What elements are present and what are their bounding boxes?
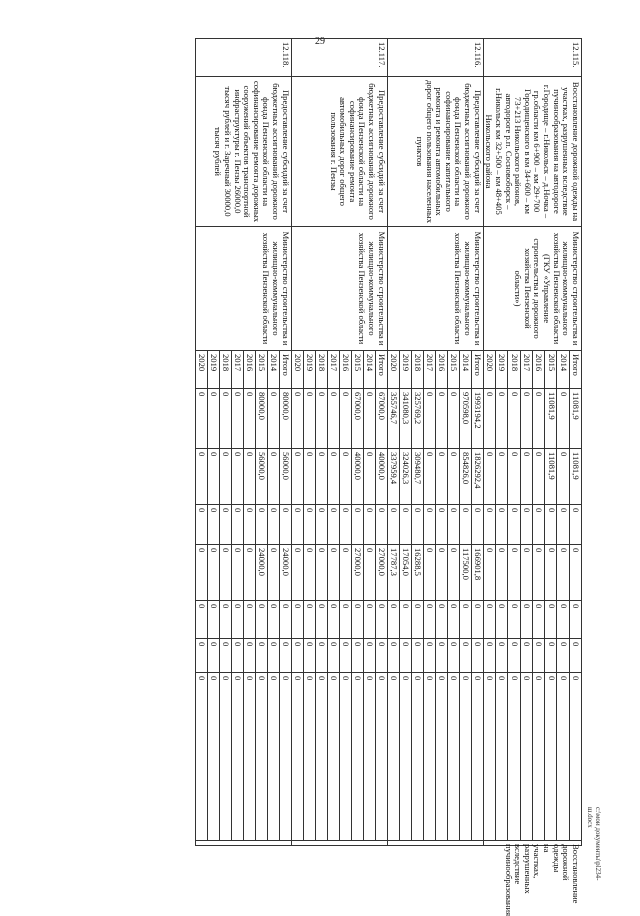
funding-value-cell: 0 [207, 505, 219, 545]
funding-value-cell: 0 [520, 639, 532, 673]
funding-value-cell: 0 [219, 601, 231, 639]
funding-value-cell: 0 [411, 601, 423, 639]
funding-value-cell: 309480,7 [411, 449, 423, 505]
funding-value-cell: 0 [315, 449, 327, 505]
funding-value-cell: 0 [545, 545, 557, 601]
funding-value-cell: 0 [459, 601, 471, 639]
funding-value-cell: 0 [447, 601, 459, 639]
funding-value-cell: 0 [569, 673, 581, 841]
year-cell: 2015 [255, 351, 267, 389]
funding-value-cell: 0 [508, 389, 520, 449]
funding-value-cell: 0 [471, 601, 483, 639]
year-cell: 2016 [243, 351, 255, 389]
funding-value-cell: 0 [255, 601, 267, 639]
year-cell: 2020 [483, 351, 495, 389]
year-cell: 2015 [545, 351, 557, 389]
funding-value-cell: 0 [399, 601, 411, 639]
funding-value-cell: 0 [255, 505, 267, 545]
page-number: 29 [315, 36, 325, 47]
funding-value-cell: 0 [423, 545, 435, 601]
funding-value-cell: 0 [411, 505, 423, 545]
funding-value-cell: 970598,0 [459, 389, 471, 449]
funding-value-cell: 11081,9 [569, 389, 581, 449]
year-cell: 2014 [363, 351, 375, 389]
funding-value-cell: 0 [447, 545, 459, 601]
funding-value-cell: 0 [435, 505, 447, 545]
funding-value-cell: 0 [363, 639, 375, 673]
funding-value-cell: 0 [569, 545, 581, 601]
funding-value-cell: 24000,0 [279, 545, 291, 601]
funding-value-cell: 0 [483, 601, 495, 639]
year-cell: 2014 [267, 351, 279, 389]
funding-value-cell: 0 [207, 639, 219, 673]
funding-value-cell: 0 [315, 601, 327, 639]
funding-value-cell: 0 [339, 389, 351, 449]
year-cell: 2019 [399, 351, 411, 389]
funding-value-cell: 0 [532, 449, 544, 505]
funding-value-cell: 11081,9 [545, 449, 557, 505]
funding-value-cell: 0 [483, 389, 495, 449]
funding-value-cell: 0 [363, 505, 375, 545]
funding-value-cell: 0 [569, 601, 581, 639]
funding-value-cell: 0 [423, 449, 435, 505]
funding-value-cell: 56000,0 [279, 449, 291, 505]
funding-value-cell: 0 [545, 505, 557, 545]
funding-value-cell: 0 [459, 639, 471, 673]
program-activities-table [195, 38, 582, 916]
funding-value-cell: 0 [291, 449, 303, 505]
year-cell: 2015 [351, 351, 363, 389]
funding-value-cell: 0 [387, 673, 399, 841]
expected-result [387, 841, 483, 846]
funding-value-cell: 0 [508, 601, 520, 639]
funding-value-cell: 0 [231, 449, 243, 505]
funding-value-cell: 56000,0 [255, 449, 267, 505]
year-cell: 2019 [496, 351, 508, 389]
funding-value-cell: 27000,0 [375, 545, 387, 601]
funding-value-cell: 0 [483, 673, 495, 841]
year-cell: 2018 [315, 351, 327, 389]
year-cell: 2014 [459, 351, 471, 389]
year-cell: 2015 [447, 351, 459, 389]
year-cell: 2018 [411, 351, 423, 389]
funding-value-cell: 0 [303, 449, 315, 505]
funding-value-cell: 0 [207, 389, 219, 449]
funding-value-cell: 0 [219, 449, 231, 505]
funding-value-cell: 0 [557, 545, 569, 601]
funding-value-cell: 0 [207, 673, 219, 841]
funding-value-cell: 0 [327, 389, 339, 449]
funding-value-cell: 0 [339, 601, 351, 639]
funding-value-cell: 0 [327, 601, 339, 639]
funding-value-cell: 0 [231, 545, 243, 601]
funding-value-cell: 0 [496, 449, 508, 505]
funding-value-cell: 0 [532, 673, 544, 841]
funding-value-cell: 325769,2 [411, 389, 423, 449]
funding-value-cell: 0 [195, 545, 207, 601]
funding-value-cell: 0 [435, 449, 447, 505]
funding-value-cell: 0 [387, 505, 399, 545]
funding-value-cell: 0 [195, 449, 207, 505]
year-cell: 2020 [291, 351, 303, 389]
funding-value-cell: 0 [207, 449, 219, 505]
funding-value-cell: 0 [255, 673, 267, 841]
funding-value-cell: 355746,7 [387, 389, 399, 449]
funding-value-cell: 0 [267, 449, 279, 505]
year-cell: 2018 [508, 351, 520, 389]
expected-result: Восстановление дорожной одежды на участках, разрушенных вследствие пучинообразования [483, 841, 581, 846]
funding-value-cell: 0 [327, 545, 339, 601]
funding-value-cell: 1826292,4 [471, 449, 483, 505]
funding-value-cell: 0 [483, 505, 495, 545]
activity-number: 12.116. [387, 39, 483, 77]
funding-value-cell: 0 [557, 505, 569, 545]
funding-value-cell: 80000,0 [279, 389, 291, 449]
table-row [375, 39, 387, 846]
funding-value-cell: 0 [375, 639, 387, 673]
year-cell: 2016 [339, 351, 351, 389]
funding-value-cell: 0 [243, 601, 255, 639]
funding-value-cell: 0 [195, 639, 207, 673]
funding-value-cell: 67000,0 [351, 389, 363, 449]
funding-value-cell: 0 [545, 639, 557, 673]
funding-value-cell: 0 [339, 673, 351, 841]
funding-value-cell: 0 [219, 673, 231, 841]
funding-value-cell: 0 [411, 639, 423, 673]
funding-value-cell: 0 [569, 639, 581, 673]
funding-value-cell: 16288,5 [411, 545, 423, 601]
funding-value-cell: 0 [520, 505, 532, 545]
funding-value-cell: 0 [195, 601, 207, 639]
funding-value-cell: 0 [435, 673, 447, 841]
funding-value-cell: 0 [243, 389, 255, 449]
funding-value-cell: 0 [520, 601, 532, 639]
funding-value-cell: 0 [315, 389, 327, 449]
funding-value-cell: 854826,0 [459, 449, 471, 505]
funding-value-cell: 0 [243, 673, 255, 841]
funding-value-cell: 341080,3 [399, 389, 411, 449]
funding-value-cell: 0 [195, 389, 207, 449]
rotated-table-page [52, 38, 582, 916]
responsible-executor: Министерство строительства и жилищно-коммунального хозяйства Пензенской области [291, 227, 387, 351]
funding-value-cell: 0 [327, 673, 339, 841]
year-cell: 2017 [520, 351, 532, 389]
funding-value-cell: 0 [447, 449, 459, 505]
funding-value-cell: 0 [195, 673, 207, 841]
year-cell: 2017 [423, 351, 435, 389]
funding-value-cell: 0 [363, 673, 375, 841]
funding-value-cell: 0 [303, 545, 315, 601]
funding-value-cell: 0 [363, 389, 375, 449]
funding-value-cell: 0 [243, 505, 255, 545]
year-cell: 2018 [219, 351, 231, 389]
activity-description: Предоставление субсидий за счет бюджетных ассигнований дорожного фонда Пензенской области на софинансирование ремонта автомобильных дорог общего пользования г. Пензы [291, 77, 387, 227]
funding-value-cell: 0 [496, 545, 508, 601]
funding-value-cell: 337959,4 [387, 449, 399, 505]
activity-description: Восстановление дорожной одежды на участках, разрушенных вследствие пучинообразования на автодороге г.Городище – г.Никольск – д.Ночка – гр.области км 6+900 – км 29+700 Городищенского в км 34+600 – км 73+213 Никольского районов, автодороге р.п. Сосновоборск – г.Никольск км 32+500 – км 48+405 Никольского района [483, 77, 581, 227]
year-cell: Итого [279, 351, 291, 389]
funding-value-cell: 0 [291, 389, 303, 449]
funding-value-cell: 0 [545, 673, 557, 841]
table-row [471, 39, 483, 846]
funding-value-cell: 0 [219, 389, 231, 449]
funding-value-cell: 0 [243, 639, 255, 673]
funding-value-cell: 0 [279, 673, 291, 841]
funding-value-cell: 0 [267, 505, 279, 545]
funding-value-cell: 0 [303, 389, 315, 449]
funding-value-cell: 0 [532, 639, 544, 673]
year-cell: 2020 [387, 351, 399, 389]
funding-value-cell: 0 [496, 601, 508, 639]
funding-value-cell: 0 [231, 505, 243, 545]
funding-value-cell: 0 [483, 545, 495, 601]
funding-value-cell: 117500,0 [459, 545, 471, 601]
funding-value-cell: 166901,8 [471, 545, 483, 601]
funding-value-cell: 0 [423, 389, 435, 449]
funding-value-cell: 0 [557, 601, 569, 639]
funding-value-cell: 0 [255, 639, 267, 673]
expected-result [195, 841, 291, 846]
year-cell: 2019 [207, 351, 219, 389]
funding-value-cell: 0 [496, 639, 508, 673]
funding-value-cell: 0 [351, 505, 363, 545]
funding-value-cell: 0 [532, 389, 544, 449]
funding-value-cell: 17054,0 [399, 545, 411, 601]
funding-value-cell: 0 [267, 545, 279, 601]
funding-value-cell: 0 [435, 389, 447, 449]
funding-value-cell: 0 [339, 449, 351, 505]
funding-value-cell: 0 [315, 505, 327, 545]
funding-value-cell: 0 [207, 545, 219, 601]
funding-value-cell: 0 [303, 673, 315, 841]
funding-value-cell: 1993194,2 [471, 389, 483, 449]
funding-value-cell: 0 [207, 601, 219, 639]
funding-value-cell: 0 [411, 673, 423, 841]
funding-value-cell: 0 [267, 639, 279, 673]
responsible-executor: Министерство строительства и жилищно-коммунального хозяйства Пензенской области [387, 227, 483, 351]
funding-value-cell: 11081,9 [569, 449, 581, 505]
funding-value-cell: 0 [363, 545, 375, 601]
funding-value-cell: 0 [339, 505, 351, 545]
funding-value-cell: 0 [351, 673, 363, 841]
funding-value-cell: 0 [520, 673, 532, 841]
funding-value-cell: 0 [327, 449, 339, 505]
activity-description: Предоставление субсидий за счет бюджетных ассигнований дорожного фонда Пензенской области на софинансирование капитального ремонта и ремонта автомобильных дорог общего пользования населенных пунктов [387, 77, 483, 227]
year-cell: 2016 [532, 351, 544, 389]
funding-value-cell: 0 [315, 639, 327, 673]
funding-value-cell: 27000,0 [351, 545, 363, 601]
year-cell: Итого [471, 351, 483, 389]
funding-value-cell: 0 [545, 601, 557, 639]
funding-value-cell: 67000,0 [375, 389, 387, 449]
funding-value-cell: 324026,3 [399, 449, 411, 505]
funding-value-cell: 0 [471, 673, 483, 841]
activity-description: Предоставление субсидий за счет бюджетных ассигнований дорожного фонда Пензенской области на софинансирование ремонта дорожных сооружений объектов транспортной инфраструктуры г. Пензы 26000,0 тысяч рублей и г. Заречный 30000,0 тысяч рублей [195, 77, 291, 227]
funding-value-cell: 0 [508, 449, 520, 505]
funding-value-cell: 0 [339, 639, 351, 673]
funding-value-cell: 0 [520, 449, 532, 505]
funding-value-cell: 0 [231, 673, 243, 841]
funding-value-cell: 0 [303, 505, 315, 545]
funding-value-cell: 0 [496, 673, 508, 841]
funding-value-cell: 0 [532, 545, 544, 601]
year-cell: 2017 [327, 351, 339, 389]
funding-value-cell: 0 [387, 639, 399, 673]
funding-value-cell: 0 [520, 545, 532, 601]
funding-value-cell: 0 [351, 639, 363, 673]
activity-number: 12.115. [483, 39, 581, 77]
funding-value-cell: 0 [267, 601, 279, 639]
funding-value-cell: 0 [447, 639, 459, 673]
funding-value-cell: 0 [279, 505, 291, 545]
funding-value-cell: 11081,9 [545, 389, 557, 449]
funding-value-cell: 0 [327, 505, 339, 545]
funding-value-cell: 0 [423, 601, 435, 639]
responsible-executor: Министерство строительства и жилищно-коммунального хозяйства Пензенской области [195, 227, 291, 351]
funding-value-cell: 0 [496, 389, 508, 449]
funding-value-cell: 0 [363, 449, 375, 505]
funding-value-cell: 0 [303, 639, 315, 673]
funding-value-cell: 0 [315, 673, 327, 841]
funding-value-cell: 0 [279, 601, 291, 639]
funding-value-cell: 0 [399, 639, 411, 673]
table-body [195, 39, 582, 916]
funding-value-cell: 0 [243, 449, 255, 505]
funding-value-cell: 0 [459, 505, 471, 545]
funding-value-cell: 0 [508, 673, 520, 841]
funding-value-cell: 0 [483, 449, 495, 505]
funding-value-cell: 0 [279, 639, 291, 673]
funding-value-cell: 0 [327, 639, 339, 673]
funding-value-cell: 0 [219, 639, 231, 673]
funding-value-cell: 0 [459, 673, 471, 841]
year-cell: 2017 [231, 351, 243, 389]
funding-value-cell: 0 [435, 601, 447, 639]
funding-value-cell: 0 [375, 673, 387, 841]
funding-value-cell: 0 [520, 389, 532, 449]
funding-value-cell: 0 [508, 545, 520, 601]
funding-value-cell: 0 [375, 601, 387, 639]
funding-value-cell: 17787,3 [387, 545, 399, 601]
funding-value-cell: 0 [423, 639, 435, 673]
funding-value-cell: 0 [532, 601, 544, 639]
funding-value-cell: 0 [375, 505, 387, 545]
funding-value-cell: 0 [195, 505, 207, 545]
table-row [279, 39, 291, 846]
funding-value-cell: 0 [231, 601, 243, 639]
funding-value-cell: 40000,0 [351, 449, 363, 505]
year-cell: 2016 [435, 351, 447, 389]
expected-result [291, 841, 387, 846]
funding-value-cell: 40000,0 [375, 449, 387, 505]
funding-value-cell: 0 [496, 505, 508, 545]
year-cell: Итого [569, 351, 581, 389]
funding-value-cell: 0 [532, 505, 544, 545]
funding-value-cell: 0 [387, 601, 399, 639]
funding-value-cell: 0 [447, 673, 459, 841]
funding-value-cell: 0 [557, 449, 569, 505]
funding-value-cell: 0 [315, 545, 327, 601]
funding-value-cell: 0 [219, 505, 231, 545]
funding-value-cell: 0 [569, 505, 581, 545]
funding-value-cell: 0 [291, 673, 303, 841]
funding-value-cell: 0 [435, 639, 447, 673]
funding-value-cell: 0 [231, 389, 243, 449]
funding-value-cell: 0 [291, 505, 303, 545]
funding-value-cell: 0 [231, 639, 243, 673]
year-cell: 2014 [557, 351, 569, 389]
funding-value-cell: 0 [557, 673, 569, 841]
funding-value-cell: 0 [291, 639, 303, 673]
funding-value-cell: 0 [423, 505, 435, 545]
year-cell: 2020 [195, 351, 207, 389]
funding-value-cell: 0 [399, 673, 411, 841]
table-row [569, 39, 581, 846]
funding-value-cell: 0 [423, 673, 435, 841]
funding-value-cell: 0 [303, 601, 315, 639]
funding-value-cell: 0 [267, 389, 279, 449]
funding-value-cell: 0 [291, 601, 303, 639]
funding-value-cell: 0 [243, 545, 255, 601]
activity-number: 12.118. [195, 39, 291, 77]
funding-value-cell: 0 [447, 389, 459, 449]
funding-value-cell: 0 [435, 545, 447, 601]
funding-value-cell: 0 [267, 673, 279, 841]
funding-value-cell: 80000,0 [255, 389, 267, 449]
file-path-footer: c:\мои документы\pl234-ш.docx [586, 807, 602, 881]
funding-value-cell: 0 [508, 505, 520, 545]
funding-value-cell: 24000,0 [255, 545, 267, 601]
year-cell: 2019 [303, 351, 315, 389]
funding-value-cell: 0 [471, 639, 483, 673]
activity-number: 12.117. [291, 39, 387, 77]
funding-value-cell: 0 [447, 505, 459, 545]
funding-value-cell: 0 [471, 505, 483, 545]
funding-value-cell: 0 [399, 505, 411, 545]
funding-value-cell: 0 [557, 639, 569, 673]
funding-value-cell: 0 [291, 545, 303, 601]
funding-value-cell: 0 [483, 639, 495, 673]
year-cell: Итого [375, 351, 387, 389]
funding-value-cell: 0 [339, 545, 351, 601]
responsible-executor: Министерство строительства и жилищно-коммунального хозяйства Пензенской области (ГКУ «Управление строительства и дорожного хозяйства Пензенской области») [483, 227, 581, 351]
funding-value-cell: 0 [351, 601, 363, 639]
funding-value-cell: 0 [363, 601, 375, 639]
funding-value-cell: 0 [219, 545, 231, 601]
funding-value-cell: 0 [557, 389, 569, 449]
funding-value-cell: 0 [508, 639, 520, 673]
